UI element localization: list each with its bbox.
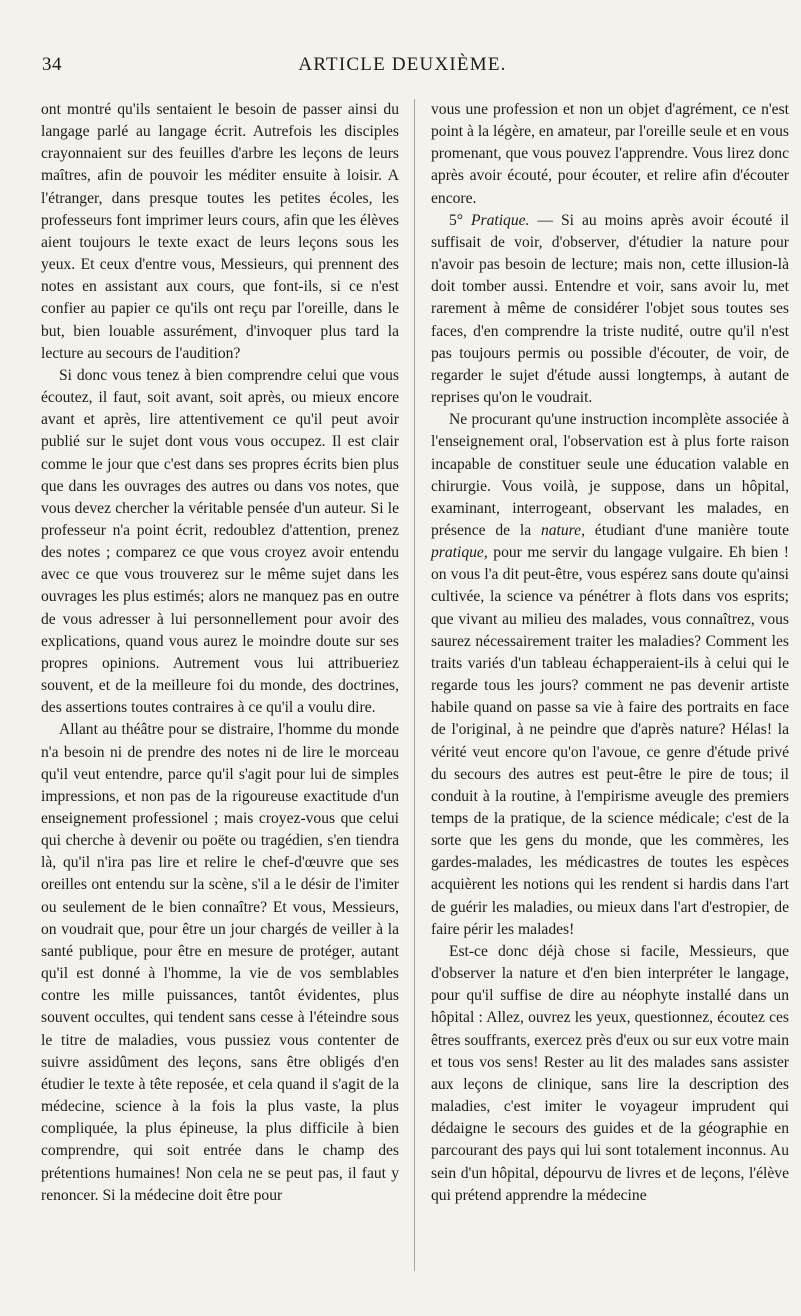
emphasis-pratique: pratique, [431, 544, 488, 562]
text-run: étudiant d'une manière toute [585, 521, 789, 539]
paragraph-continued: vous une profession et non un objet d'agrément, ce n'est point à la légère, en amateur, par l'oreille seule et en vous promenant, que vous pouvez l'apprendre. Vous lirez donc après avoir écouté, pour écouter, et relire afin d'écouter encore. [431, 101, 789, 207]
paragraph: Allant au théâtre pour se distraire, l'homme du monde n'a besoin ni de prendre des notes ni de lire le morceau qu'il veut entendre, parce qu'il s'agit pour lui de simples impressions, et non pas de la rigoureuse exactitude d'un enseignement professionel ; mais croyez-vous que celui qui cherche à devenir ou poëte ou tragédien, s'en tiendra là, qu'il n'ira pas lire et relire le chef-d'œuvre que ses oreilles ont entendu sur la scène, s'il a le désir de l'imiter ou seulement de le bien connaître? Et vous, Messieurs, on voudrait que, pour être un jour chargés de veiller à la santé publique, pour être en mesure de protéger, autant qu'il est donné à l'homme, la vie de vos semblables contre les mille puissances, tantôt évidentes, plus souvent occultes, qui tendent sans cesse à l'éteindre sous le titre de maladies, vous pussiez vous contenter de suivre assidûment des leçons, sans être obligés d'en étudier le texte à tête reposée, et cela quand il s'agit de la médecine, science à la fois la plus vaste, la plus compliquée, la plus épineuse, la plus difficile à bien comprendre, qui soit entrée dans le champ des prétentions humaines! Non cela ne se peut pas, il faut y renoncer. Si la médecine doit être pour [41, 721, 399, 1204]
column-divider [414, 99, 415, 1271]
page-number: 34 [42, 54, 62, 75]
paragraph [431, 409, 789, 941]
text-run: pour me servir du langage vulgaire. Eh bien ! on vous l'a dit peut-être, vous espérez sans doute qu'ainsi cultivée, la science va pénétrer à flots dans vos esprits; que vivant au milieu des malades, vous connaîtrez, vous saurez nécessairement traiter les maladies? Comment les traits variés d'un tableau échapperaient-ils à celui qui le regarde tous les jours? comment ne pas devenir artiste habile quand on passe sa vie à faire des portraits en face de l'original, à ne peindre que d'après nature? Hélas! la vérité veut encore qu'on l'avoue, ce genre d'étude privé du secours des autres est peut-être le pire de tous; il conduit à la routine, à l'empirisme aveugle des premiers temps de la pratique, de la science médicale; c'est de la sorte que les gens du monde, que les commères, les gardes-malades, les médicastres de toutes les espèces acquièrent les notions qui les rendent si hardis dans l'art de guérir les maladies, ou mieux dans l'art d'estropier, de faire périr les malades! [431, 544, 789, 938]
paragraph-continued: ont montré qu'ils sentaient le besoin de passer ainsi du langage parlé au langage écrit. Autrefois les disciples crayonnaient sur des feuilles d'arbre les leçons de leurs maîtres, afin de pouvoir les méditer ensuite à loisir. A l'étranger, dans presque toutes les petites écoles, les professeurs font imprimer leurs cours, afin que les élèves aient toujours le texte exact de leurs leçons sous les yeux. Et ceux d'entre vous, Messieurs, qui prennent des notes en assistant aux cours, que font-ils, si ce n'est confier au papier ce qu'ils ont reçu par l'oreille, dans le but, bien louable assurément, d'invoquer plus tard la lecture au secours de l'audition? [41, 101, 399, 362]
section-paragraph-pratique [431, 210, 789, 409]
paragraph: Si donc vous tenez à bien comprendre celui que vous écoutez, il faut, soit avant, soit après, ou mieux encore avant et après, lire attentivement ce qu'il peut avoir publié sur le sujet dont vous vous occupez. Il est clair comme le jour que c'est dans ses propres écrits bien plus que dans les ouvrages des autres ou dans vos notes, que vous devez chercher la véritable pensée d'un auteur. Si le professeur n'a point écrit, redoublez d'attention, prenez des notes ; comparez ce que vous croyez avoir entendu avec ce que vous trouverez sur le même sujet dans les ouvrages les plus estimés; alors ne manquez pas en outre de vous adresser à lui personnellement pour avoir des explications, quand vous aurez le moindre doute sur ses propres opinions. Autrement vous lui attribueriez souvent, et de la meilleure foi du monde, des doctrines, des assertions toutes contraires à ce qu'il a voulu dire. [41, 366, 399, 717]
emphasis-nature: nature, [540, 521, 585, 539]
section-title: Pratique. [470, 211, 530, 229]
section-body: — Si au moins après avoir écouté il suffisait de voir, d'observer, d'étudier la nature pour n'avoir pas besoin de lecture; mais non, cette illusion-là doit tomber aussi. Entendre et voir, sans avoir lu, met rarement à même de considérer l'objet sous toutes ses faces, d'en comprendre la triste nudité, outre qu'il n'est pas toujours permis ou possible d'écouter, de voir, de regarder le sujet d'étude aussi longtemps, à autant de reprises qu'on le voudrait. [431, 211, 789, 407]
paragraph: Est-ce donc déjà chose si facile, Messieurs, que d'observer la nature et d'en bien interpréter le langage, pour qu'il suffise de dire au néophyte installé dans un hôpital : Allez, ouvrez les yeux, questionnez, écoutez ces êtres souffrants, exercez près d'eux ou sur eux votre main et tous vos sens! Rester au lit des malades sans assister aux leçons de clinique, sans lire la description des maladies, c'est imiter le voyageur imprudent qui dédaigne le secours des guides et de la géographie en parcourant des pays qui lui sont totalement inconnus. Au sein d'un hôpital, dépourvu de livres et de leçons, l'élève qui prétend apprendre la médecine [431, 942, 789, 1204]
right-column [431, 99, 789, 1207]
section-number: 5° [448, 211, 463, 229]
left-column [41, 99, 399, 1207]
running-title: ARTICLE DEUXIÈME. [298, 54, 507, 75]
running-head [42, 54, 763, 84]
text-run: Ne procurant qu'une instruction incomplète associée à l'enseignement oral, l'observation est à plus forte raison incapable de constituer seule une éducation valable en chirurgie. Vous voilà, je suppose, dans un hôpital, examinant, interrogeant, observant les malades, en présence de la [431, 411, 789, 539]
